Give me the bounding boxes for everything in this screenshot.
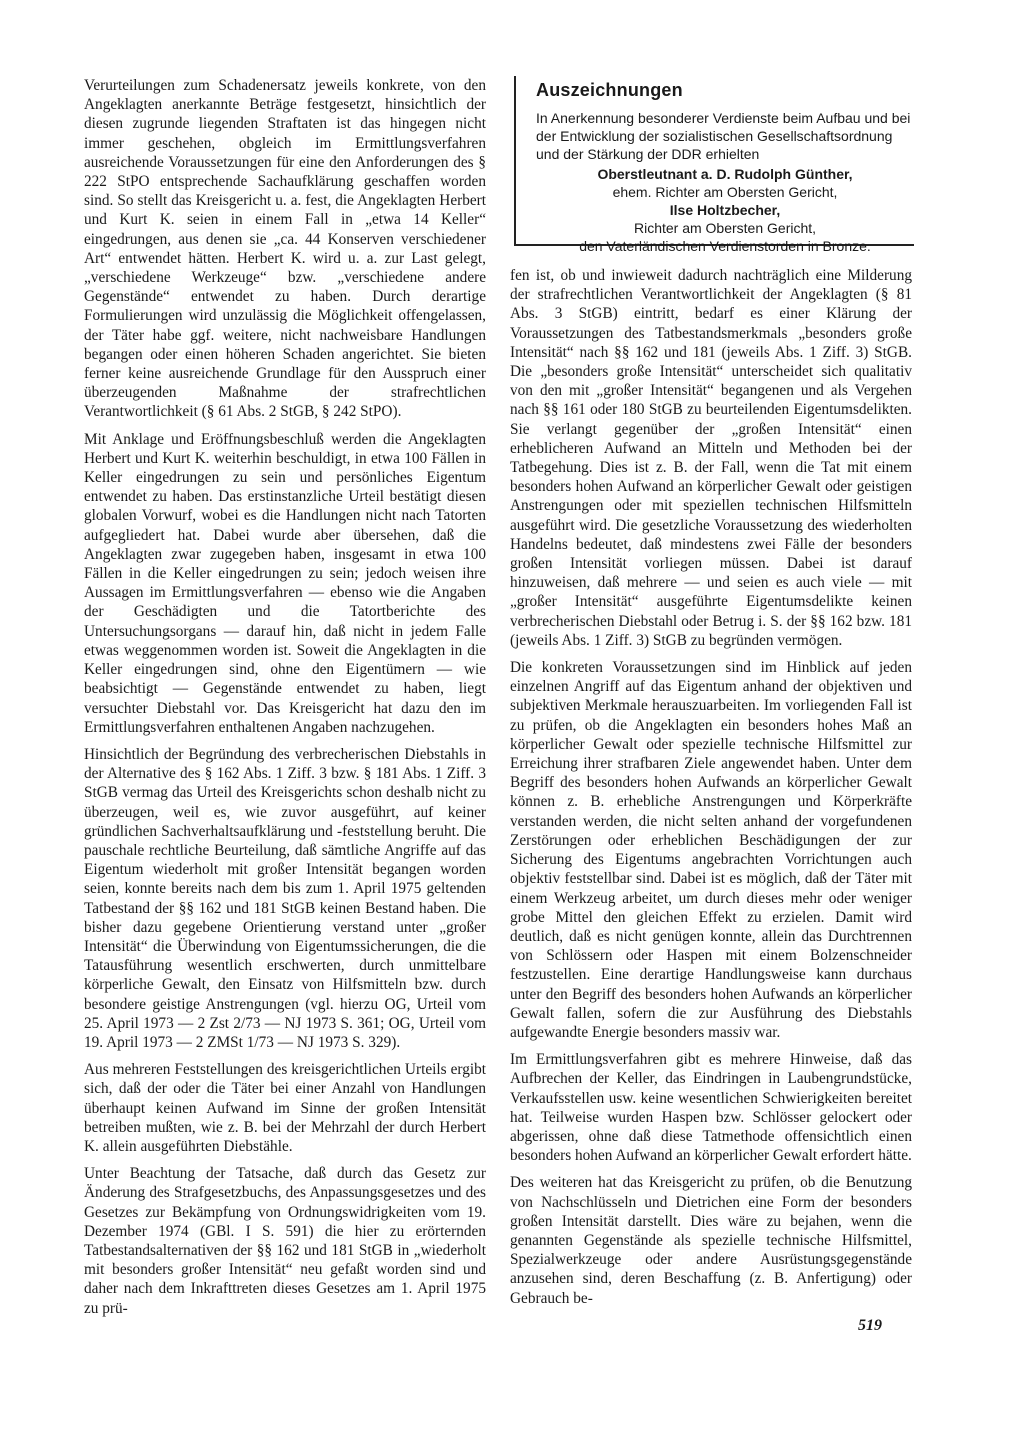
award-recipient-name: Oberstleutnant a. D. Rudolph Günther, [597,166,853,182]
paragraph: Unter Beachtung der Tatsache, daß durch das Gesetz zur Änderung des Strafgesetzbuchs, des Anpassungsgesetzes und des Gesetzes zur Bekämpfung von Ordnungswidrigkeiten vom 19. Dezember 1974 (GBl. I S. 591) die hier zu erörternden Tatbestandsalternativen der §§ 162 und 181 StGB in „wiederholt mit besonders großer Intensität“ neu gefaßt worden sind und daher nach dem Inkrafttreten dieses Gesetzes am 1. April 1975 zu prü- [84,1165,486,1317]
award-name: den Vaterländischen Verdienstorden in Bronze. [579,238,871,254]
paragraph: fen ist, ob und inwieweit dadurch nachträglich eine Milderung der strafrechtlichen Verantwortlichkeit der Angeklagten (§ 81 Abs. 3 StGB) eintritt, bedarf es einer Klärung der Voraussetzungen des Tatbestandsmerkmals „besonders große Intensität“ nach §§ 162 und 181 (jeweils Abs. 1 Ziff. 3) StGB. Die „besonders große Intensität“ unterscheidet sich qualitativ von den mit „großer Intensität“ begangenen und als Vergehen nach §§ 161 oder 180 StGB zu beurteilenden Eigentumsdelikten. Sie verlangt gegenüber der „großen Intensität“ einen erheblicheren Aufwand an Mitteln und Methoden bei der Tatbegehung. Dies ist z. B. der Fall, wenn die Tat mit einem besonders hohen Aufwand an körperlicher Gewalt oder geistigen Anstrengungen oder mit speziellen technischen Hilfsmitteln ausgeführt wird. Die gesetzliche Voraussetzung des wiederholten Handelns bedeutet, daß mindestens zwei Fälle der besonders großen Intensität vorliegen müssen. Dabei ist darauf hinzuweisen, daß mehrere — und seien es auch viele — mit „großer Intensität“ ausgeführte Eigentumsdelikte keinen verbrecherischen Diebstahl oder Betrug i. S. der §§ 162 bzw. 181 (jeweils Abs. 1 Ziff. 3) StGB zu begründen vermögen. [510,267,912,649]
left-column [84,76,486,1326]
page-number: 519 [858,1317,882,1334]
paragraph: Die konkreten Voraussetzungen sind im Hinblick auf jeden einzelnen Angriff auf das Eigentum anhand der objektiven und subjektiven Merkmale herauszuarbeiten. Im vorliegenden Fall ist zu prüfen, ob die Angeklagten ein besonders hohes Maß an körperlicher Gewalt oder spezielle technische Hilfsmittel zur Erreichung ihrer strafbaren Ziele angewendet haben. Unter dem Begriff des besonders hohen Aufwands an körperlicher Gewalt können z. B. erhebliche Anstrengungen und Körperkräfte verstanden werden, die nicht selten anhand der vorgefundenen Zerstörungen oder erheblichen Beschädigungen der zur Sicherung des Eigentums angebrachten Vorrichtungen auch objektiv feststellbar sind. Dabei ist es möglich, daß der Täter mit einem Werkzeug arbeitet, um durch dieses mehr oder weniger grobe Mittel den gleichen Effekt zu erzielen. Damit wird deutlich, daß es nicht genügen konnte, allein das Durchtrennen von Schlössern oder Haspen mit einem Bolzenschneider festzustellen. Eine derartige Handlungsweise kann durchaus unter den Begriff des besonders hohen Aufwands an körperlicher Gewalt fallen, sofern die zur Ausführung des Diebstahls aufgewandte Energie besonders massiv war. [510,659,912,1041]
right-column [510,266,912,1316]
awards-intro: In Anerkennung besonderer Verdienste beim Aufbau und bei der Entwicklung der sozialistischen Gesellschaftsordnung und der Stärkung der DDR erhielten [536,110,911,162]
paragraph: Hinsichtlich der Begründung des verbrecherischen Diebstahls in der Alternative des § 162 Abs. 1 Ziff. 3 bzw. § 181 Abs. 1 Ziff. 3 StGB vermag das Urteil des Kreisgerichts schon deshalb nicht zu überzeugen, weil es, wie zuvor ausgeführt, auf keiner gründlichen Sachverhaltsaufklärung und -feststellung beruht. Die pauschale rechtliche Beurteilung, daß sämtliche Angriffe auf das Eigentum wiederholt mit großer Intensität begangen worden seien, konnte bereits nach dem bis zum 1. April 1975 geltenden Tatbestand der §§ 162 und 181 StGB keinen Bestand haben. Die bisher dazu gegebene Orientierung verstand unter „großer Intensität“ die Überwindung von Eigentumssicherungen, die die Tatausführung wesentlich erschwerten, durch unmittelbare körperliche Gewalt, den Einsatz von Hilfsmitteln bzw. durch besondere geistige Anstrengungen (vgl. hierzu OG, Urteil vom 25. April 1973 — 2 Zst 2/73 — NJ 1973 S. 361; OG, Urteil vom 19. April 1973 — 2 ZMSt 1/73 — NJ 1973 S. 329). [84,745,486,1051]
award-recipient-title: ehem. Richter am Obersten Gericht, [612,184,838,200]
awards-title: Auszeichnungen [536,80,683,100]
paragraph: Verurteilungen zum Schadenersatz jeweils konkrete, von den Angeklagten anerkannte Beträge festgesetzt, hinsichtlich der diesen zugrunde liegenden Straftaten ist das hingegen nicht immer geschehen, obgleich im Ermittlungsverfahren ausreichende Voraussetzungen für eine den Anforderungen des § 222 StPO entsprechende Sachaufklärung geschaffen worden sind. So stellt das Kreisgericht u. a. fest, die Angeklagten Herbert und Kurt K. seien in einem Fall in „etwa 14 Keller“ eingedrungen, aus denen sie „ca. 44 Konserven verschiedener Art“ entwendet hätten. Herbert K. wird u. a. zur Last gelegt, „verschiedene Werkzeuge“ bzw. „verschiedene andere Gegenstände“ entwendet zu haben. Durch derartige Formulierungen wird unzulässig die Möglichkeit offengelassen, der Täter habe ggf. weitere, nicht nachweisbare Handlungen begangen oder einen höheren Schaden angerichtet. Sie bieten ferner keine ausreichende Grundlage für den Ausspruch einer überzeugenden Maßnahme der strafrechtlichen Verantwortlichkeit (§ 61 Abs. 2 StGB, § 242 StPO). [84,77,486,421]
paragraph: Des weiteren hat das Kreisgericht zu prüfen, ob die Benutzung von Nachschlüsseln und Dietrichen eine Form der besonders großen Intensität darstellt. Dies wäre zu bejahen, wenn die genannten Gegenstände als spezielle technische Hilfsmittel, Spezialwerkzeuge oder andere Ausrüstungsgegenstände anzusehen sind, deren Beschaffung (z. B. Anfertigung) oder Gebrauch be- [510,1174,912,1307]
award-recipient-title: Richter am Obersten Gericht, [633,220,817,236]
awards-box [514,76,914,254]
paragraph: Aus mehreren Feststellungen des kreisgerichtlichen Urteils ergibt sich, daß der oder die Täter bei einer Anzahl von Handlungen überhaupt keinen Aufwand im Sinne der großen Intensität betreiben mußten, wie z. B. bei der Mehrzahl der durch Herbert K. allein ausgeführten Diebstähle. [84,1061,486,1155]
award-recipient-name: Ilse Holtzbecher, [669,202,781,218]
paragraph: Mit Anklage und Eröffnungsbeschluß werden die Angeklagten Herbert und Kurt K. weiterhin beschuldigt, in etwa 100 Fällen in Keller eingedrungen zu sein und persönliches Eigentum entwendet zu haben. Das erstinstanzliche Urteil bestätigt diesen globalen Vorwurf, wobei es die Handlungen nicht nach Tatorten aufgegliedert hat. Dabei wurde aber übersehen, daß die Angeklagten zwar zugegeben haben, insgesamt in etwa 100 Fällen in die Keller eingedrungen zu sein; jedoch weisen ihre Aussagen im Ermittlungsverfahren — ebenso wie die Angaben der Geschädigten und die Tatortberichte des Untersuchungsorgans — darauf hin, daß nicht in jedem Falle etwas weggenommen worden ist. Soweit die Angeklagten in die Keller eingedrungen sind, ohne den Eigentümern — wie beabsichtigt — Gegenstände entwendet zu haben, liegt versuchter Diebstahl vor. Das Kreisgericht hat dazu den im Ermittlungsverfahren enthaltenen Angaben nachzugehen. [84,430,486,736]
paragraph: Im Ermittlungsverfahren gibt es mehrere Hinweise, daß das Aufbrechen der Keller, das Eindringen in Laubengrundstücke, Verkaufsstellen usw. keine wesentlichen Schwierigkeiten bereitet hat. Teilweise wurden Haspen bzw. Schlösser gelockert oder abgerissen, ohne daß diese Tatmethode offensichtlich einen besonders hohen Aufwand an körperlicher Gewalt erfordert hätte. [510,1051,912,1165]
